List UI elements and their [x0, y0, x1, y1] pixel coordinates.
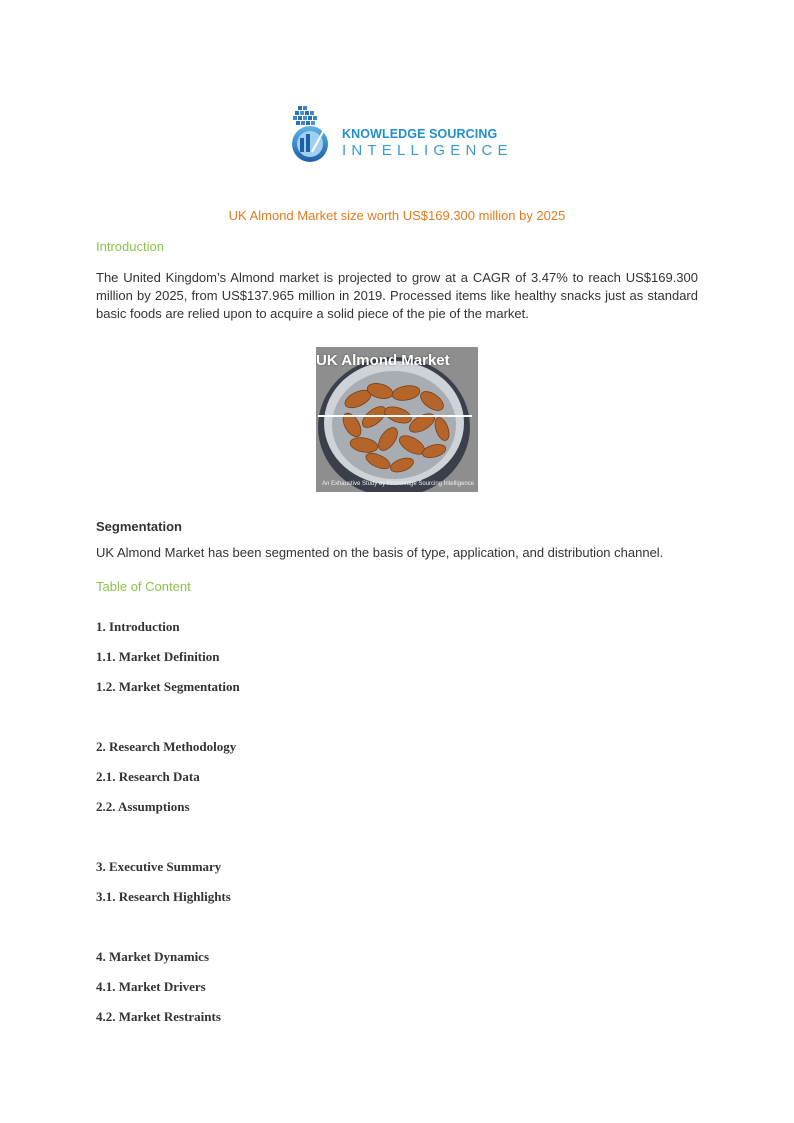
- toc-item: 2.2. Assumptions: [96, 799, 190, 814]
- toc-item: 4.1. Market Drivers: [96, 979, 206, 994]
- toc-item: 4. Market Dynamics: [96, 949, 210, 964]
- toc-item: 1.2. Market Segmentation: [96, 679, 240, 694]
- segmentation-text: UK Almond Market has been segmented on the basis of type, application, and distribution channel.: [96, 545, 664, 560]
- introduction-heading: Introduction: [96, 239, 164, 254]
- toc-item: 2.1. Research Data: [96, 769, 200, 784]
- almond-market-image: [316, 347, 478, 492]
- segmentation-heading: Segmentation: [96, 519, 182, 534]
- toc-item: 3.1. Research Highlights: [96, 889, 231, 904]
- introduction-paragraph: The United Kingdom’s Almond market is projected to grow at a CAGR of 3.47% to reach US$169.300 million by 2025, from US$137.965 million in 2019. Processed items like healthy snacks just as standard basic foods are relied upon to acquire a solid piece of the pie of the market.: [96, 270, 698, 321]
- toc-item: 4.2. Market Restraints: [96, 1009, 221, 1024]
- logo-text-top: KNOWLEDGE SOURCING: [342, 127, 498, 141]
- company-logo: [290, 104, 513, 166]
- image-overlay-title: UK Almond Market: [316, 352, 450, 369]
- document-title: UK Almond Market size worth US$169.300 million by 2025: [228, 208, 566, 223]
- toc-item: 1. Introduction: [96, 619, 180, 634]
- toc-heading: Table of Content: [96, 579, 191, 594]
- toc-item: 2. Research Methodology: [96, 739, 237, 754]
- logo-text-bottom: INTELLIGENCE: [342, 142, 513, 159]
- toc-item: 3. Executive Summary: [96, 859, 222, 874]
- logo-icon: [290, 104, 342, 166]
- image-overlay-caption: An Exhaustive Study by Knowledge Sourcing Intelligence: [321, 481, 475, 487]
- toc-item: 1.1. Market Definition: [96, 649, 220, 664]
